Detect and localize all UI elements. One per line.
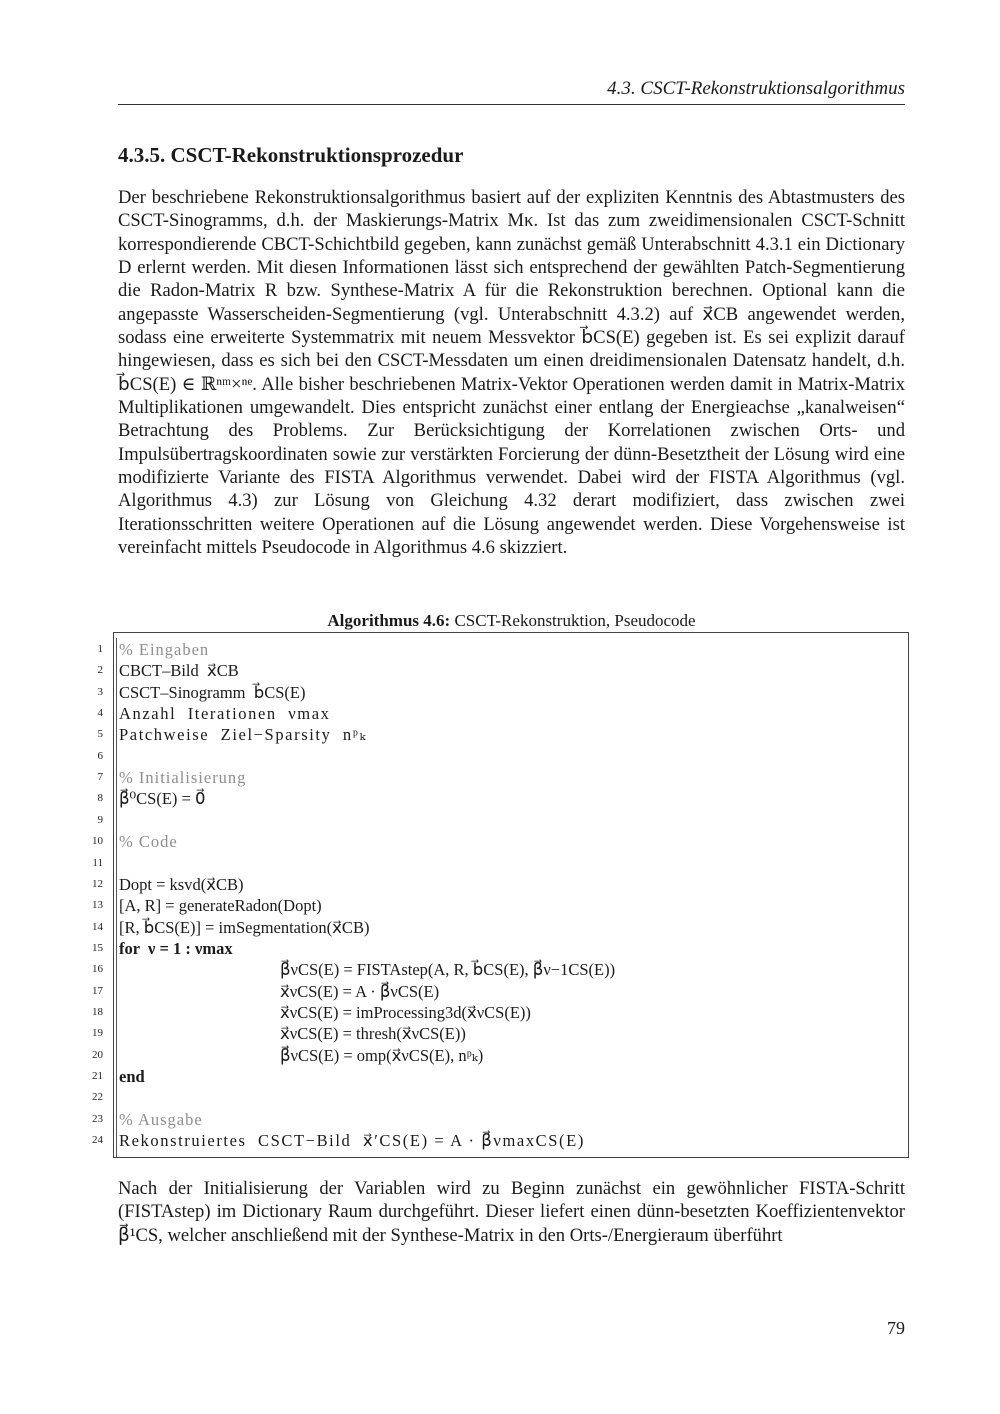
algorithm-line [0,1087,1000,1108]
algorithm-line [0,1109,1000,1130]
running-header: 4.3. CSCT-Rekonstruktionsalgorithmus [118,78,905,105]
algorithm-line [0,831,1000,852]
algorithm-line [0,1002,1000,1023]
line-number: 20 [92,1048,103,1061]
line-number: 14 [92,920,103,933]
algorithm-line [0,853,1000,874]
code-gutter-line [116,638,117,1157]
algorithm-line [0,1130,1000,1151]
line-number: 10 [92,835,103,848]
algorithm-line [0,703,1000,724]
line-number: 12 [92,877,103,890]
line-number: 15 [92,941,103,954]
line-number: 11 [92,856,103,869]
line-number: 6 [97,749,103,762]
line-number: 5 [97,728,103,741]
algorithm-line [0,660,1000,681]
algorithm-line [0,810,1000,831]
algorithm-line [0,682,1000,703]
code-text: end [119,1067,145,1086]
algorithm-line [0,746,1000,767]
line-number: 24 [92,1134,103,1147]
line-number: 13 [92,899,103,912]
code-text: [R, b⃗CS(E)] = imSegmentation(x⃗CB) [119,917,370,937]
code-text: x⃗νCS(E) = A · β⃗νCS(E) [280,981,440,1001]
code-text: Anzahl Iterationen νmax [119,704,331,724]
line-number: 21 [92,1070,103,1082]
code-text: β⃗⁰CS(E) = 0⃗ [119,789,206,809]
algorithm-line [0,767,1000,788]
line-number: 2 [97,664,103,677]
code-text: β⃗νCS(E) = FISTAstep(A, R, b⃗CS(E), β⃗ν−1CS(E)) [280,960,616,980]
code-text: % Code [119,832,178,852]
code-text: % Initialisierung [119,768,247,788]
algorithm-caption [118,611,905,631]
line-number: 19 [92,1027,103,1040]
line-number: 3 [97,685,103,698]
code-text: CSCT–Sinogramm b⃗CS(E) [119,682,306,702]
code-text: % Eingaben [119,640,210,659]
code-text: x⃗νCS(E) = imProcessing3d(x⃗νCS(E)) [280,1002,531,1022]
code-text: % Ausgabe [119,1109,203,1129]
paragraph-intro: Der beschriebene Rekonstruktionsalgorithmus basiert auf der expliziten Kenntnis des Abtastmusters des CSCT-Sinogramms, d.h. der Maskierungs-Matrix Mκ. Ist das zum zweidimensionalen CSCT-Schnitt korrespondierende CBCT-Schichtbild gegeben, kann zunächst gemäß Unterabschnitt 4.3.1 ein Dictionary D erlernt werden. Mit diesen Informationen lässt sich entsprechend der gewählten Patch-Segmentierung die Radon-Matrix R bzw. Synthese-Matrix A für die Rekonstruktion berechnen. Optional kann die angepasste Wasserscheiden-Segmentierung (vgl. Unterabschnitt 4.3.2) auf x⃗CB angewendet werden, sodass eine erweiterte Systemmatrix mit neuem Messvektor b⃗CS(E) gegeben ist. Es sei explizit darauf hingewiesen, dass es sich bei den CSCT-Messdaten um einen dreidimensionalen Datensatz handelt, d.h. b⃗CS(E) ∈ ℝⁿᵐ×ⁿᵉ. Alle bisher beschriebenen Matrix-Vektor Operationen werden damit in Matrix-Matrix Multiplikationen umgewandelt. Dies entspricht zunächst einer entlang der Energieachse „kanalweisen“ Betrachtung des Problems. Zur Berücksichtigung der Korrelationen zwischen Orts- und Impulsübertragskoordinaten sowie zur verstärkten Forcierung der dünn-Besetztheit der Lösung wird eine modifizierte Variante des FISTA Algorithmus verwendet. Dabei wird der FISTA Algorithmus (vgl. Algorithmus 4.3) zur Lösung von Gleichung 4.32 derart modifiziert, dass zwischen zwei Iterationsschritten weitere Operationen auf die Lösung angewendet werden. Diese Vorgehensweise ist vereinfacht mittels Pseudocode in Algorithmus 4.6 skizziert. [118,187,905,559]
code-text: Patchweise Ziel−Sparsity nᵖₖ [119,725,368,745]
algorithm-line [0,788,1000,809]
code-text: for ν = 1 : νmax [119,938,233,958]
algorithm-line [0,981,1000,1002]
paragraph-continuation: Nach der Initialisierung der Variablen wird zu Beginn zunächst ein gewöhnlicher FISTA-Schritt (FISTAstep) im Dictionary Raum durchgeführt. Dieser liefert einen dünn-besetzten Koeffizientenvektor β⃗¹CS, welcher anschließend mit der Synthese-Matrix in den Orts-/Energieraum überführt [118,1178,905,1246]
code-text: β⃗νCS(E) = omp(x⃗νCS(E), nᵖₖ) [280,1045,484,1065]
algorithm-line [0,639,1000,660]
line-number: 23 [92,1112,103,1125]
code-text: CBCT–Bild x⃗CB [119,661,239,681]
code-text: [A, R] = generateRadon(Dopt) [119,896,322,916]
algorithm-caption-label: Algorithmus 4.6: [327,611,451,630]
algorithm-line [0,724,1000,745]
algorithm-line [0,938,1000,959]
code-text: Dopt = ksvd(x⃗CB) [119,874,244,894]
algorithm-line [0,1045,1000,1066]
algorithm-line [0,959,1000,980]
algorithm-line [0,1023,1000,1044]
line-number: 4 [97,707,103,720]
code-text: x⃗νCS(E) = thresh(x⃗νCS(E)) [280,1024,466,1044]
line-number: 18 [92,1005,103,1018]
line-number: 8 [97,792,103,805]
line-number: 22 [92,1091,103,1104]
algorithm-line [0,917,1000,938]
algorithm-line [0,874,1000,895]
line-number: 1 [97,643,103,655]
line-number: 9 [97,813,103,826]
page-number: 79 [887,1318,905,1338]
algorithm-line [0,895,1000,916]
line-number: 7 [97,771,103,784]
algorithm-line [0,1066,1000,1087]
code-text: Rekonstruiertes CSCT−Bild x⃗′CS(E) = A · β⃗νmaxCS(E) [119,1131,585,1151]
line-number: 16 [92,963,103,976]
line-number: 17 [92,984,103,997]
algorithm-caption-text: CSCT-Rekonstruktion, Pseudocode [450,611,696,630]
section-title: 4.3.5. CSCT-Rekonstruktionsprozedur [118,143,464,167]
